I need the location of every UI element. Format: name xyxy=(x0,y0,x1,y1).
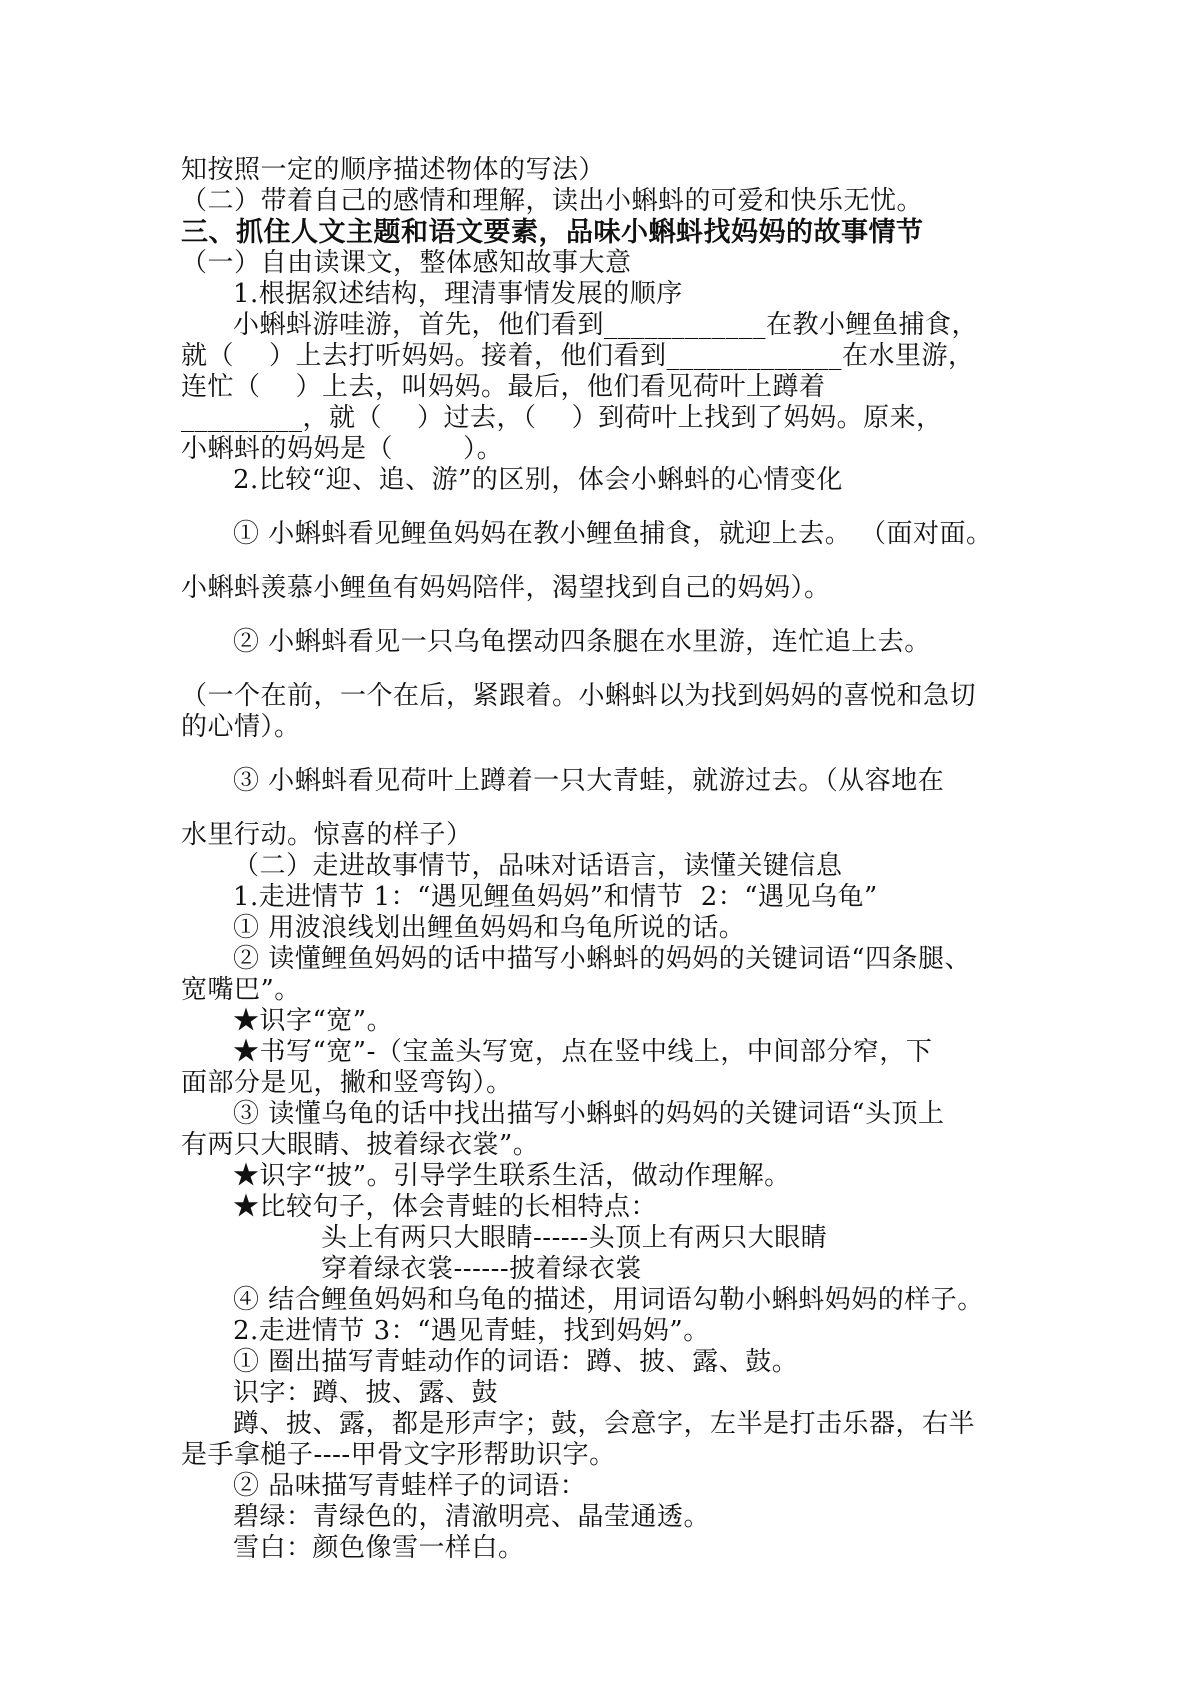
section-heading: 三、抓住人文主题和语文要素，品味小蝌蚪找妈妈的故事情节 xyxy=(181,217,924,248)
text-line: 连忙（ ）上去，叫妈妈。最后，他们看见荷叶上蹲着 xyxy=(181,372,826,402)
text-line: ③ 小蝌蚪看见荷叶上蹲着一只大青蛙，就游过去。（从容地在 xyxy=(233,766,945,796)
text-line: ① 用波浪线划出鲤鱼妈妈和乌龟所说的话。 xyxy=(233,913,746,943)
text-line: 穿着绿衣裳------披着绿衣裳 xyxy=(321,1254,642,1284)
text-line: 蹲、披、露，都是形声字；鼓，会意字，左半是打击乐器，右半 xyxy=(233,1409,976,1439)
text-line: ③ 读懂乌龟的话中找出描写小蝌蚪的妈妈的关键词语“头顶上 xyxy=(233,1099,945,1129)
text-line: 小蝌蚪游哇游，首先，他们看到____________在教小鲤鱼捕食， xyxy=(233,310,979,340)
text-line: 雪白：颜色像雪一样白。 xyxy=(233,1533,525,1563)
text-line: 2.走进情节 3：“遇见青蛙，找到妈妈”。 xyxy=(233,1316,710,1346)
text-line: 就（ ）上去打听妈妈。接着，他们看到_____________在水里游， xyxy=(181,341,975,371)
text-line: ★识字“宽”。 xyxy=(233,1006,394,1036)
text-line: （二）带着自己的感情和理解，读出小蝌蚪的可爱和快乐无忧。 xyxy=(181,186,924,216)
text-line: ② 小蝌蚪看见一只乌龟摆动四条腿在水里游，连忙追上去。 xyxy=(233,627,931,657)
subsection-heading: （一）自由读课文，整体感知故事大意 xyxy=(181,248,632,278)
text-line: 水里行动。惊喜的样子） xyxy=(181,820,473,850)
text-line: _________，就（ ）过去，（ ）到荷叶上找到了妈妈。原来， xyxy=(181,403,943,433)
text-line: 小蝌蚪的妈妈是（ ）。 xyxy=(181,434,504,464)
text-line: 面部分是见，撇和竖弯钩）。 xyxy=(181,1068,513,1098)
text-line: ② 品味描写青蛙样子的词语： xyxy=(233,1471,587,1501)
text-line: （一个在前，一个在后，紧跟着。小蝌蚪以为找到妈妈的喜悦和急切 xyxy=(181,681,977,711)
text-line: 头上有两只大眼睛------头顶上有两只大眼睛 xyxy=(321,1223,828,1253)
text-line: 有两只大眼睛、披着绿衣裳”。 xyxy=(181,1130,540,1160)
text-line: 小蝌蚪羡慕小鲤鱼有妈妈陪伴，渴望找到自己的妈妈）。 xyxy=(181,573,831,603)
text-line: ★识字“披”。引导学生联系生活，做动作理解。 xyxy=(233,1161,791,1191)
text-line: 的心情）。 xyxy=(181,712,301,742)
text-line: ① 圈出描写青蛙动作的词语：蹲、披、露、鼓。 xyxy=(233,1347,799,1377)
text-line: ★书写“宽”-（宝盖头写宽，点在竖中线上，中间部分窄，下 xyxy=(233,1037,933,1067)
text-line: 识字：蹲、披、露、鼓 xyxy=(233,1378,499,1408)
text-line: ★比较句子，体会青蛙的长相特点： xyxy=(233,1192,658,1222)
document-page xyxy=(181,155,1041,1564)
text-line: 2.比较“迎、追、游”的区别，体会小蝌蚪的心情变化 xyxy=(233,465,843,495)
text-line: 是手拿槌子----甲骨文字形帮助识字。 xyxy=(181,1440,616,1470)
text-line: ① 小蝌蚪看见鲤鱼妈妈在教小鲤鱼捕食，就迎上去。 （面对面。 xyxy=(233,519,993,549)
text-line: 1.根据叙述结构，理清事情发展的顺序 xyxy=(233,279,683,309)
text-line: ④ 结合鲤鱼妈妈和乌龟的描述，用词语勾勒小蝌蚪妈妈的样子。 xyxy=(233,1285,984,1315)
text-line: 知按照一定的顺序描述物体的写法） xyxy=(181,155,606,185)
text-line: 碧绿：青绿色的，清澈明亮、晶莹通透。 xyxy=(233,1502,711,1532)
subsection-heading: （二）走进故事情节，品味对话语言，读懂关键信息 xyxy=(233,851,843,881)
text-line: ② 读懂鲤鱼妈妈的话中描写小蝌蚪的妈妈的关键词语“四条腿、 xyxy=(233,944,972,974)
text-line: 宽嘴巴”。 xyxy=(181,975,301,1005)
text-line: 1.走进情节 1：“遇见鲤鱼妈妈”和情节 2：“遇见乌龟” xyxy=(233,882,878,912)
